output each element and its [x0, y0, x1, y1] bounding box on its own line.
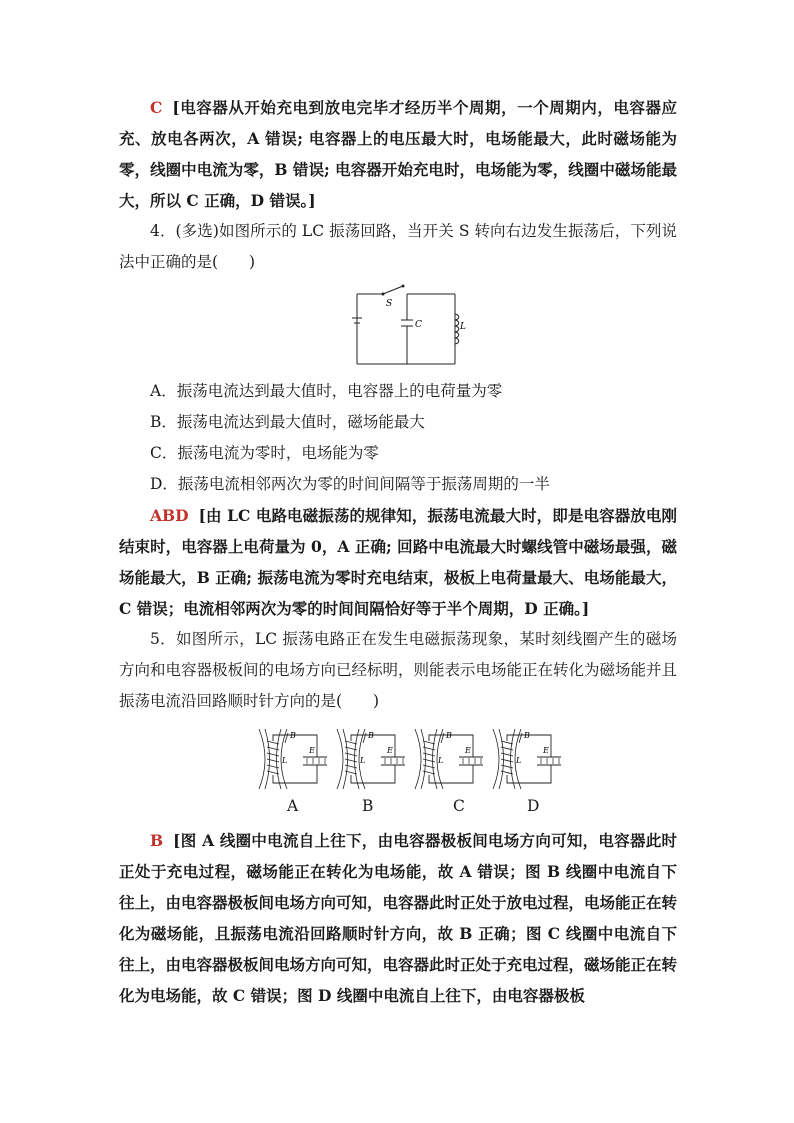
field-e-label: E — [543, 746, 549, 755]
inductor-label: L — [460, 322, 466, 332]
panel-a — [259, 729, 327, 789]
question-4-stem: 4．(多选)如图所示的 LC 振荡回路，当开关 S 转向右边发生振荡后，下列说法中正确的是( ) — [119, 222, 677, 271]
field-b-label: B — [446, 731, 452, 740]
document-page — [119, 92, 677, 1011]
panel-label-d: D — [527, 797, 540, 815]
panel-label-a: A — [287, 797, 299, 815]
panel-label-c: C — [453, 797, 465, 815]
panel-label-b: B — [362, 797, 374, 815]
answer-5-text: [图 A 线圈中电流自上往下，由电容器极板间电场方向可知，电容器此时正处于充电过程，磁场能正在转化为电场能，故 A 错误；图 B 线圈中电流自下往上，由电容器极板间电场方向可知，电容器此时正处于放电过程，电场能正在转化为磁场能，且振荡电流沿回路顺时针方向，故 B 正确；图 C 线圈中电流自下往上，由电容器极板间电场方向可知，电容器此时正处于充电过程，磁场能正在转化为电场能，故 C 错误；图 D 线圈中电流自上往下，由电容器极板 — [119, 831, 678, 1005]
coil-l-label: L — [516, 756, 522, 765]
panel-c — [415, 729, 483, 789]
lc-field-figures — [255, 727, 555, 791]
field-e-label: E — [387, 746, 393, 755]
option-a: A．振荡电流达到最大值时，电容器上的电荷量为零 — [150, 382, 503, 400]
option-d: D．振荡电流相邻两次为零的时间间隔等于振荡周期的一半 — [150, 475, 550, 493]
panel-labels — [119, 791, 677, 825]
answer-3-text: [电容器从开始充电到放电完毕才经历半个周期，一个周期内，电容器应充、放电各两次，A 错误; 电容器上的电压最大时，电场能最大，此时磁场能为零，线圈中电流为零，B 错误; 电容器开始充电时，电场能为零，线圈中磁场能最大，所以 C 正确，D 错误。] — [119, 98, 677, 210]
answer-4-label: ABD — [150, 506, 189, 525]
answer-3 — [119, 92, 677, 216]
field-e-label: E — [309, 746, 315, 755]
option-b: B．振荡电流达到最大值时，磁场能最大 — [150, 413, 425, 431]
answer-4 — [119, 500, 677, 624]
field-b-label: B — [368, 731, 374, 740]
answer-5-label: B — [150, 831, 164, 850]
field-b-label: B — [524, 731, 530, 740]
answer-4-text: [由 LC 电路电磁振荡的规律知，振荡电流最大时，即是电容器放电刚结束时，电容器上电荷量为 0，A 正确; 回路中电流最大时螺线管中磁场最强，磁场能最大，B 正确; 振荡电流为零时充电结束，极板上电荷量最大、电场能最大，C 错误；电流相邻两次为零的时间间隔恰好等于半个周期，D 正确。] — [119, 506, 677, 618]
option-c: C．振荡电流为零时，电场能为零 — [150, 444, 379, 462]
panel-d — [493, 729, 561, 789]
coil-l-label: L — [438, 756, 444, 765]
answer-3-label: C — [150, 98, 163, 117]
coil-l-label: L — [282, 756, 288, 765]
field-b-label: B — [290, 731, 296, 740]
switch-label: S — [386, 299, 393, 309]
coil-l-label: L — [360, 756, 366, 765]
capacitor-label: C — [415, 320, 422, 330]
panel-b — [337, 729, 405, 789]
question-5-stem: 5．如图所示，LC 振荡电路正在发生电磁振荡现象，某时刻线圈产生的磁场方向和电容器极板间的电场方向已经标明，则能表示电场能正在转化为磁场能并且振荡电流沿回路顺时针方向的是( ) — [119, 630, 678, 710]
lc-circuit-figure — [355, 286, 465, 370]
answer-5 — [119, 825, 677, 1011]
field-e-label: E — [465, 746, 471, 755]
